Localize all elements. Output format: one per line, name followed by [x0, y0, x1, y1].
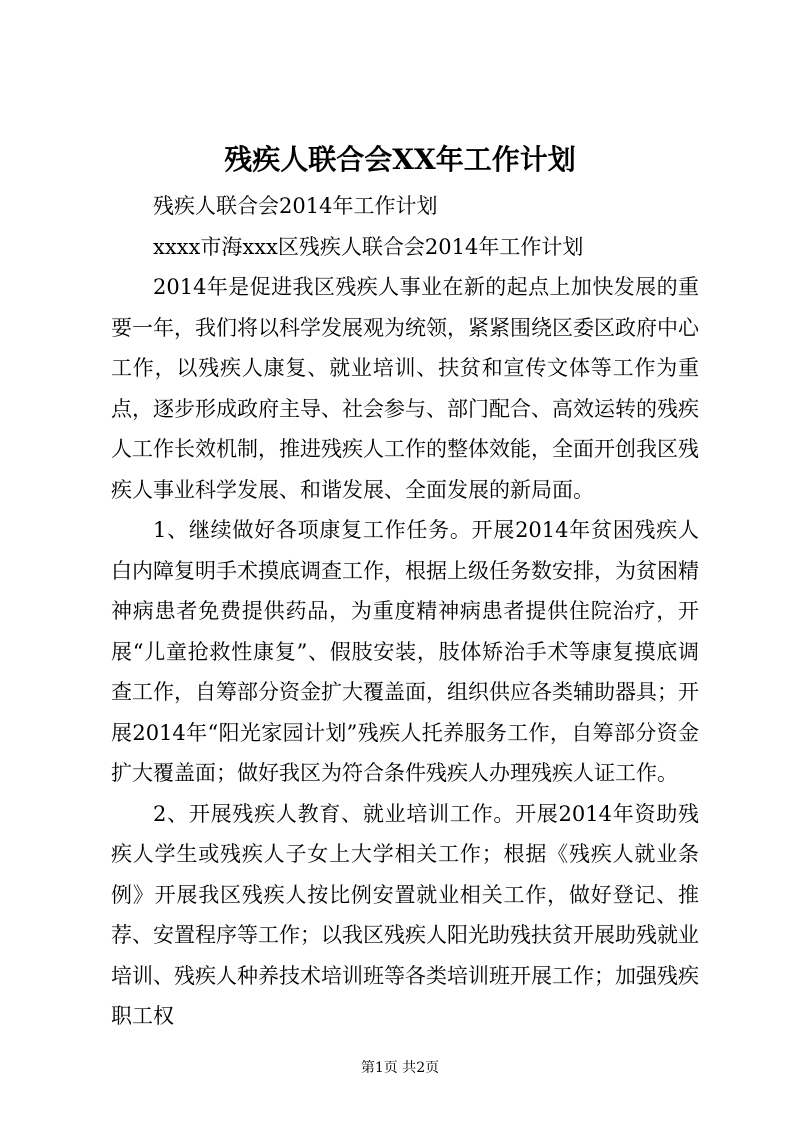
paragraph-subtitle: 残疾人联合会2014年工作计划: [153, 194, 438, 218]
page-footer: 第1页 共2页: [360, 1060, 440, 1076]
paragraph-intro: 2014年是促进我区残疾人事业在新的起点上加快发展的重要一年，我们将以科学发展观为统领，紧紧围绕区委区政府中心工作，以残疾人康复、就业培训、扶贫和宣传文体等工作为重点，逐步形成政府主导、社会参与、部门配合、高效运转的残疾人工作长效机制，推进残疾人工作的整体效能，全面开创我区残疾人事业科学发展、和谐发展、全面发展的新局面。: [111, 275, 699, 502]
paragraph-item-2: 2、开展残疾人教育、就业培训工作。开展2014年资助残疾人学生或残疾人子女上大学相关工作；根据《残疾人就业条例》开展我区残疾人按比例安置就业相关工作，做好登记、推荐、安置程序等工作；以我区残疾人阳光助残扶贫开展助残就业培训、残疾人种养技术培训班等各类培训班开展工作；加强残疾职工权: [111, 801, 699, 1028]
document-body: [111, 186, 699, 1037]
document-title: 残疾人联合会XX年工作计划: [224, 143, 576, 176]
paragraph-item-1: 1、继续做好各项康复工作任务。开展2014年贫困残疾人白内障复明手术摸底调查工作，根据上级任务数安排，为贫困精神病患者免费提供药品，为重度精神病患者提供住院治疗，开展“儿童抢救性康复”、假肢安装，肢体矫治手术等康复摸底调查工作，自筹部分资金扩大覆盖面，组织供应各类辅助器具；开展2014年“阳光家园计划”残疾人托养服务工作，自筹部分资金扩大覆盖面；做好我区为符合条件残疾人办理残疾人证工作。: [111, 518, 699, 785]
paragraph-organization: xxxx市海xxx区残疾人联合会2014年工作计划: [153, 234, 584, 259]
